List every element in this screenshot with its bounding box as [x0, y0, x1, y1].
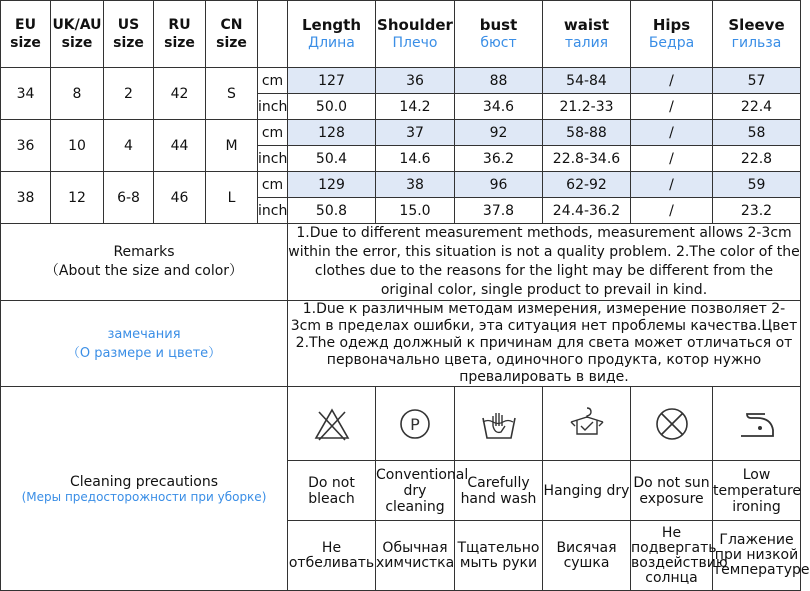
header-shoulder-en: Shoulder — [377, 16, 453, 34]
header-waist-en: waist — [563, 16, 610, 34]
care-label-en: Do not sun exposure — [631, 461, 713, 521]
bust-cell: 34.6 — [455, 94, 543, 120]
eu-size-cell: 36 — [1, 120, 51, 172]
header-sleeve-en: Sleeve — [728, 16, 785, 34]
care-label-en: Conventional dry cleaning — [376, 461, 455, 521]
cn-size-cell: L — [206, 172, 258, 224]
care-label-en: Low temperature ironing — [713, 461, 801, 521]
care-label-en: Hanging dry — [543, 461, 631, 521]
care-subtitle: (Меры предосторожности при уборке) — [21, 489, 267, 504]
remarks-row — [1, 224, 801, 301]
low-iron-icon — [713, 387, 801, 461]
unit-cell: cm — [258, 68, 288, 94]
header-shoulder-ru: Плечо — [392, 35, 438, 51]
care-label-en: Do not bleach — [288, 461, 376, 521]
care-title: Cleaning precautions — [69, 473, 219, 490]
header-hips — [631, 1, 713, 68]
remarks-subtitle: （About the size and color） — [44, 263, 244, 279]
waist-cell: 22.8-34.6 — [543, 146, 631, 172]
header-unit-blank — [258, 1, 288, 68]
hips-cell: / — [631, 198, 713, 224]
hips-cell: / — [631, 146, 713, 172]
uk-size-cell: 8 — [51, 68, 104, 120]
header-shoulder — [376, 1, 455, 68]
header-ru-size: RU size — [154, 1, 206, 68]
care-label-ru: Висячая сушка — [543, 521, 631, 591]
care-label — [1, 387, 288, 591]
no-sun-icon — [631, 387, 713, 461]
shoulder-cell: 15.0 — [376, 198, 455, 224]
hips-cell: / — [631, 172, 713, 198]
care-label-ru: Глажение при низкой температуре — [713, 521, 801, 591]
header-waist — [543, 1, 631, 68]
header-waist-ru: талия — [564, 35, 609, 51]
header-cn-size: CN size — [206, 1, 258, 68]
sleeve-cell: 59 — [713, 172, 801, 198]
length-cell: 127 — [288, 68, 376, 94]
ru-size-cell: 42 — [154, 68, 206, 120]
table-row — [1, 172, 801, 198]
header-eu-size: EU size — [1, 1, 51, 68]
header-sleeve — [713, 1, 801, 68]
hanging-dry-icon — [543, 387, 631, 461]
no-bleach-icon — [288, 387, 376, 461]
eu-size-cell: 34 — [1, 68, 51, 120]
sleeve-cell: 22.4 — [713, 94, 801, 120]
header-row — [1, 1, 801, 68]
us-size-cell: 6-8 — [104, 172, 154, 224]
ru-size-cell: 44 — [154, 120, 206, 172]
cn-size-cell: S — [206, 68, 258, 120]
unit-cell: inch — [258, 146, 288, 172]
sleeve-cell: 22.8 — [713, 146, 801, 172]
bust-cell: 92 — [455, 120, 543, 146]
svg-text:P: P — [410, 414, 420, 434]
eu-size-cell: 38 — [1, 172, 51, 224]
header-us-size: US size — [104, 1, 154, 68]
unit-cell: cm — [258, 172, 288, 198]
care-label-en: Carefully hand wash — [455, 461, 543, 521]
hand-wash-icon — [455, 387, 543, 461]
care-label-ru: Не подвергать воздействию солнца — [631, 521, 713, 591]
us-size-cell: 2 — [104, 68, 154, 120]
header-length — [288, 1, 376, 68]
header-sleeve-ru: гильза — [731, 35, 782, 51]
us-size-cell: 4 — [104, 120, 154, 172]
length-cell: 50.4 — [288, 146, 376, 172]
remarks-text: 1.Due to different measurement methods, measurement allows 2-3cm within the error, this situation is not a quality problem. 2.The color of the clothes due to the reasons for the light may be different from the original color, single product to prevail in kind. — [288, 224, 801, 301]
header-bust-en: bust — [479, 16, 518, 34]
table-row — [1, 120, 801, 146]
hips-cell: / — [631, 94, 713, 120]
remarks-ru-title: замечания — [107, 326, 181, 342]
remarks-ru-subtitle: （О размере и цвете） — [66, 345, 222, 361]
remarks-label — [1, 224, 288, 301]
unit-cell: cm — [258, 120, 288, 146]
length-cell: 50.0 — [288, 94, 376, 120]
remarks-ru-text: 1.Due к различным методам измерения, измерение позволяет 2-3cm в пределах ошибки, эта ситуация нет проблемы качества.Цвет 2.The одежд должный к причинам для света может отличаться от первоначально цвета, одиночного продукта, котор нужно превалировать в виде. — [288, 301, 801, 387]
header-hips-en: Hips — [652, 16, 691, 34]
sleeve-cell: 58 — [713, 120, 801, 146]
length-cell: 50.8 — [288, 198, 376, 224]
header-length-ru: Длина — [308, 35, 355, 51]
unit-cell: inch — [258, 94, 288, 120]
care-label-ru: Обычная химчистка — [376, 521, 455, 591]
shoulder-cell: 38 — [376, 172, 455, 198]
length-cell: 128 — [288, 120, 376, 146]
uk-size-cell: 12 — [51, 172, 104, 224]
waist-cell: 62-92 — [543, 172, 631, 198]
hips-cell: / — [631, 120, 713, 146]
shoulder-cell: 14.6 — [376, 146, 455, 172]
ru-size-cell: 46 — [154, 172, 206, 224]
waist-cell: 54-84 — [543, 68, 631, 94]
header-uk-size: UK/AU size — [51, 1, 104, 68]
sleeve-cell: 57 — [713, 68, 801, 94]
header-bust — [455, 1, 543, 68]
header-length-en: Length — [302, 16, 361, 34]
waist-cell: 21.2-33 — [543, 94, 631, 120]
uk-size-cell: 10 — [51, 120, 104, 172]
remarks-title: Remarks — [113, 244, 175, 260]
sleeve-cell: 23.2 — [713, 198, 801, 224]
care-label-ru: Не отбеливать — [288, 521, 376, 591]
bust-cell: 36.2 — [455, 146, 543, 172]
bust-cell: 88 — [455, 68, 543, 94]
care-label-ru: Тщательно мыть руки — [455, 521, 543, 591]
header-bust-ru: бюст — [480, 35, 517, 51]
table-row — [1, 68, 801, 94]
unit-cell: inch — [258, 198, 288, 224]
waist-cell: 58-88 — [543, 120, 631, 146]
remarks-ru-row — [1, 301, 801, 387]
waist-cell: 24.4-36.2 — [543, 198, 631, 224]
header-hips-ru: Бедра — [648, 35, 695, 51]
dry-clean-p-icon — [376, 387, 455, 461]
length-cell: 129 — [288, 172, 376, 198]
shoulder-cell: 36 — [376, 68, 455, 94]
bust-cell: 96 — [455, 172, 543, 198]
care-icons-row — [1, 387, 801, 461]
cn-size-cell: M — [206, 120, 258, 172]
hips-cell: / — [631, 68, 713, 94]
shoulder-cell: 37 — [376, 120, 455, 146]
bust-cell: 37.8 — [455, 198, 543, 224]
shoulder-cell: 14.2 — [376, 94, 455, 120]
remarks-ru-label — [1, 301, 288, 387]
